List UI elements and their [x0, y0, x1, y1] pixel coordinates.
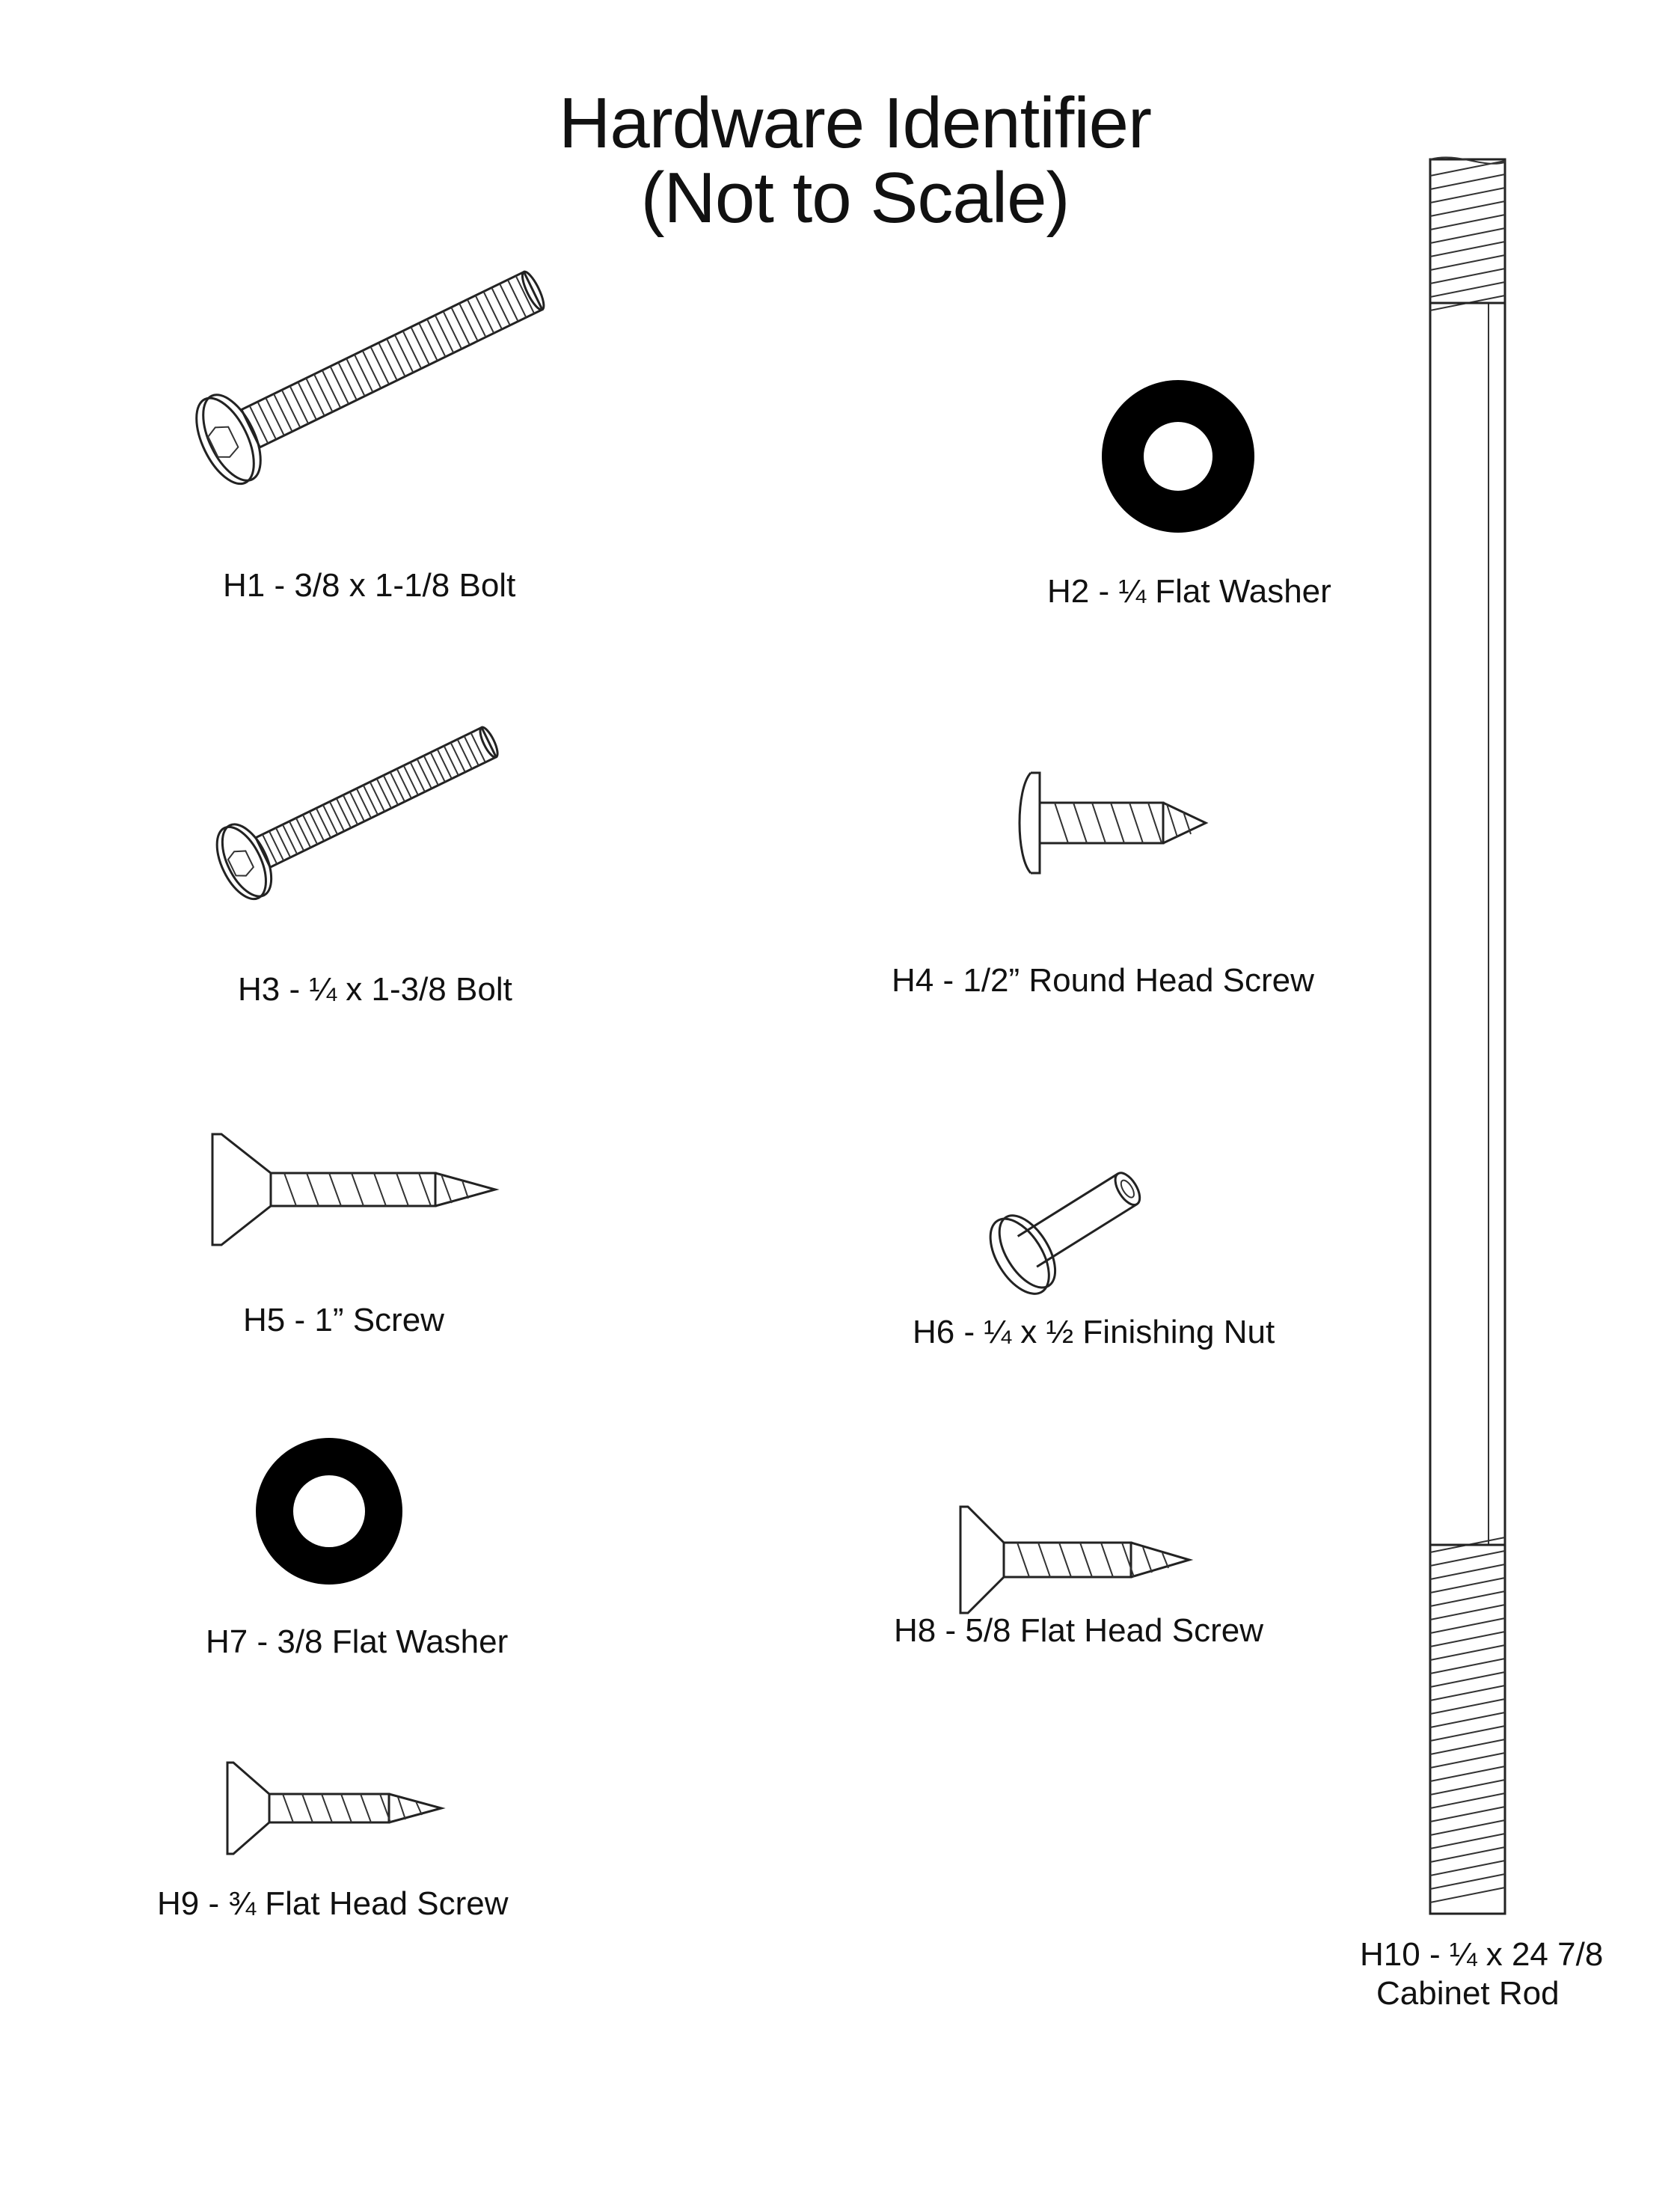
- page-title: Hardware Identifier: [558, 83, 1152, 163]
- page-subtitle: (Not to Scale): [640, 158, 1070, 238]
- flat-head-screw-icon: [224, 1760, 449, 1857]
- flat-head-screw-icon: [957, 1504, 1197, 1616]
- part-label-h4: H4 - 1/2” Round Head Screw: [892, 962, 1314, 999]
- part-label-h10-line2: Cabinet Rod: [1376, 1975, 1560, 2012]
- threaded-rod-icon: [1414, 146, 1518, 1926]
- part-label-h8: H8 - 5/8 Flat Head Screw: [894, 1612, 1263, 1649]
- part-label-h9: H9 - ¾ Flat Head Screw: [157, 1885, 509, 1922]
- part-label-h7: H7 - 3/8 Flat Washer: [206, 1623, 509, 1660]
- part-label-h3: H3 - ¼ x 1-3/8 Bolt: [238, 971, 512, 1008]
- part-label-h6: H6 - ¼ x ½ Finishing Nut: [913, 1314, 1275, 1350]
- part-label-h1: H1 - 3/8 x 1-1/8 Bolt: [223, 567, 516, 604]
- flat-head-screw-icon: [209, 1130, 501, 1249]
- socket-bolt-icon: [209, 733, 524, 928]
- flat-washer-icon: [254, 1436, 404, 1586]
- flat-washer-icon: [1100, 378, 1257, 535]
- round-head-screw-icon: [1010, 767, 1219, 879]
- part-label-h10-line1: H10 - ¼ x 24 7/8: [1360, 1936, 1604, 1973]
- finishing-nut-icon: [980, 1163, 1167, 1298]
- part-label-h5: H5 - 1” Screw: [243, 1302, 444, 1338]
- socket-bolt-icon: [187, 281, 576, 527]
- part-label-h2: H2 - ¼ Flat Washer: [1047, 573, 1331, 610]
